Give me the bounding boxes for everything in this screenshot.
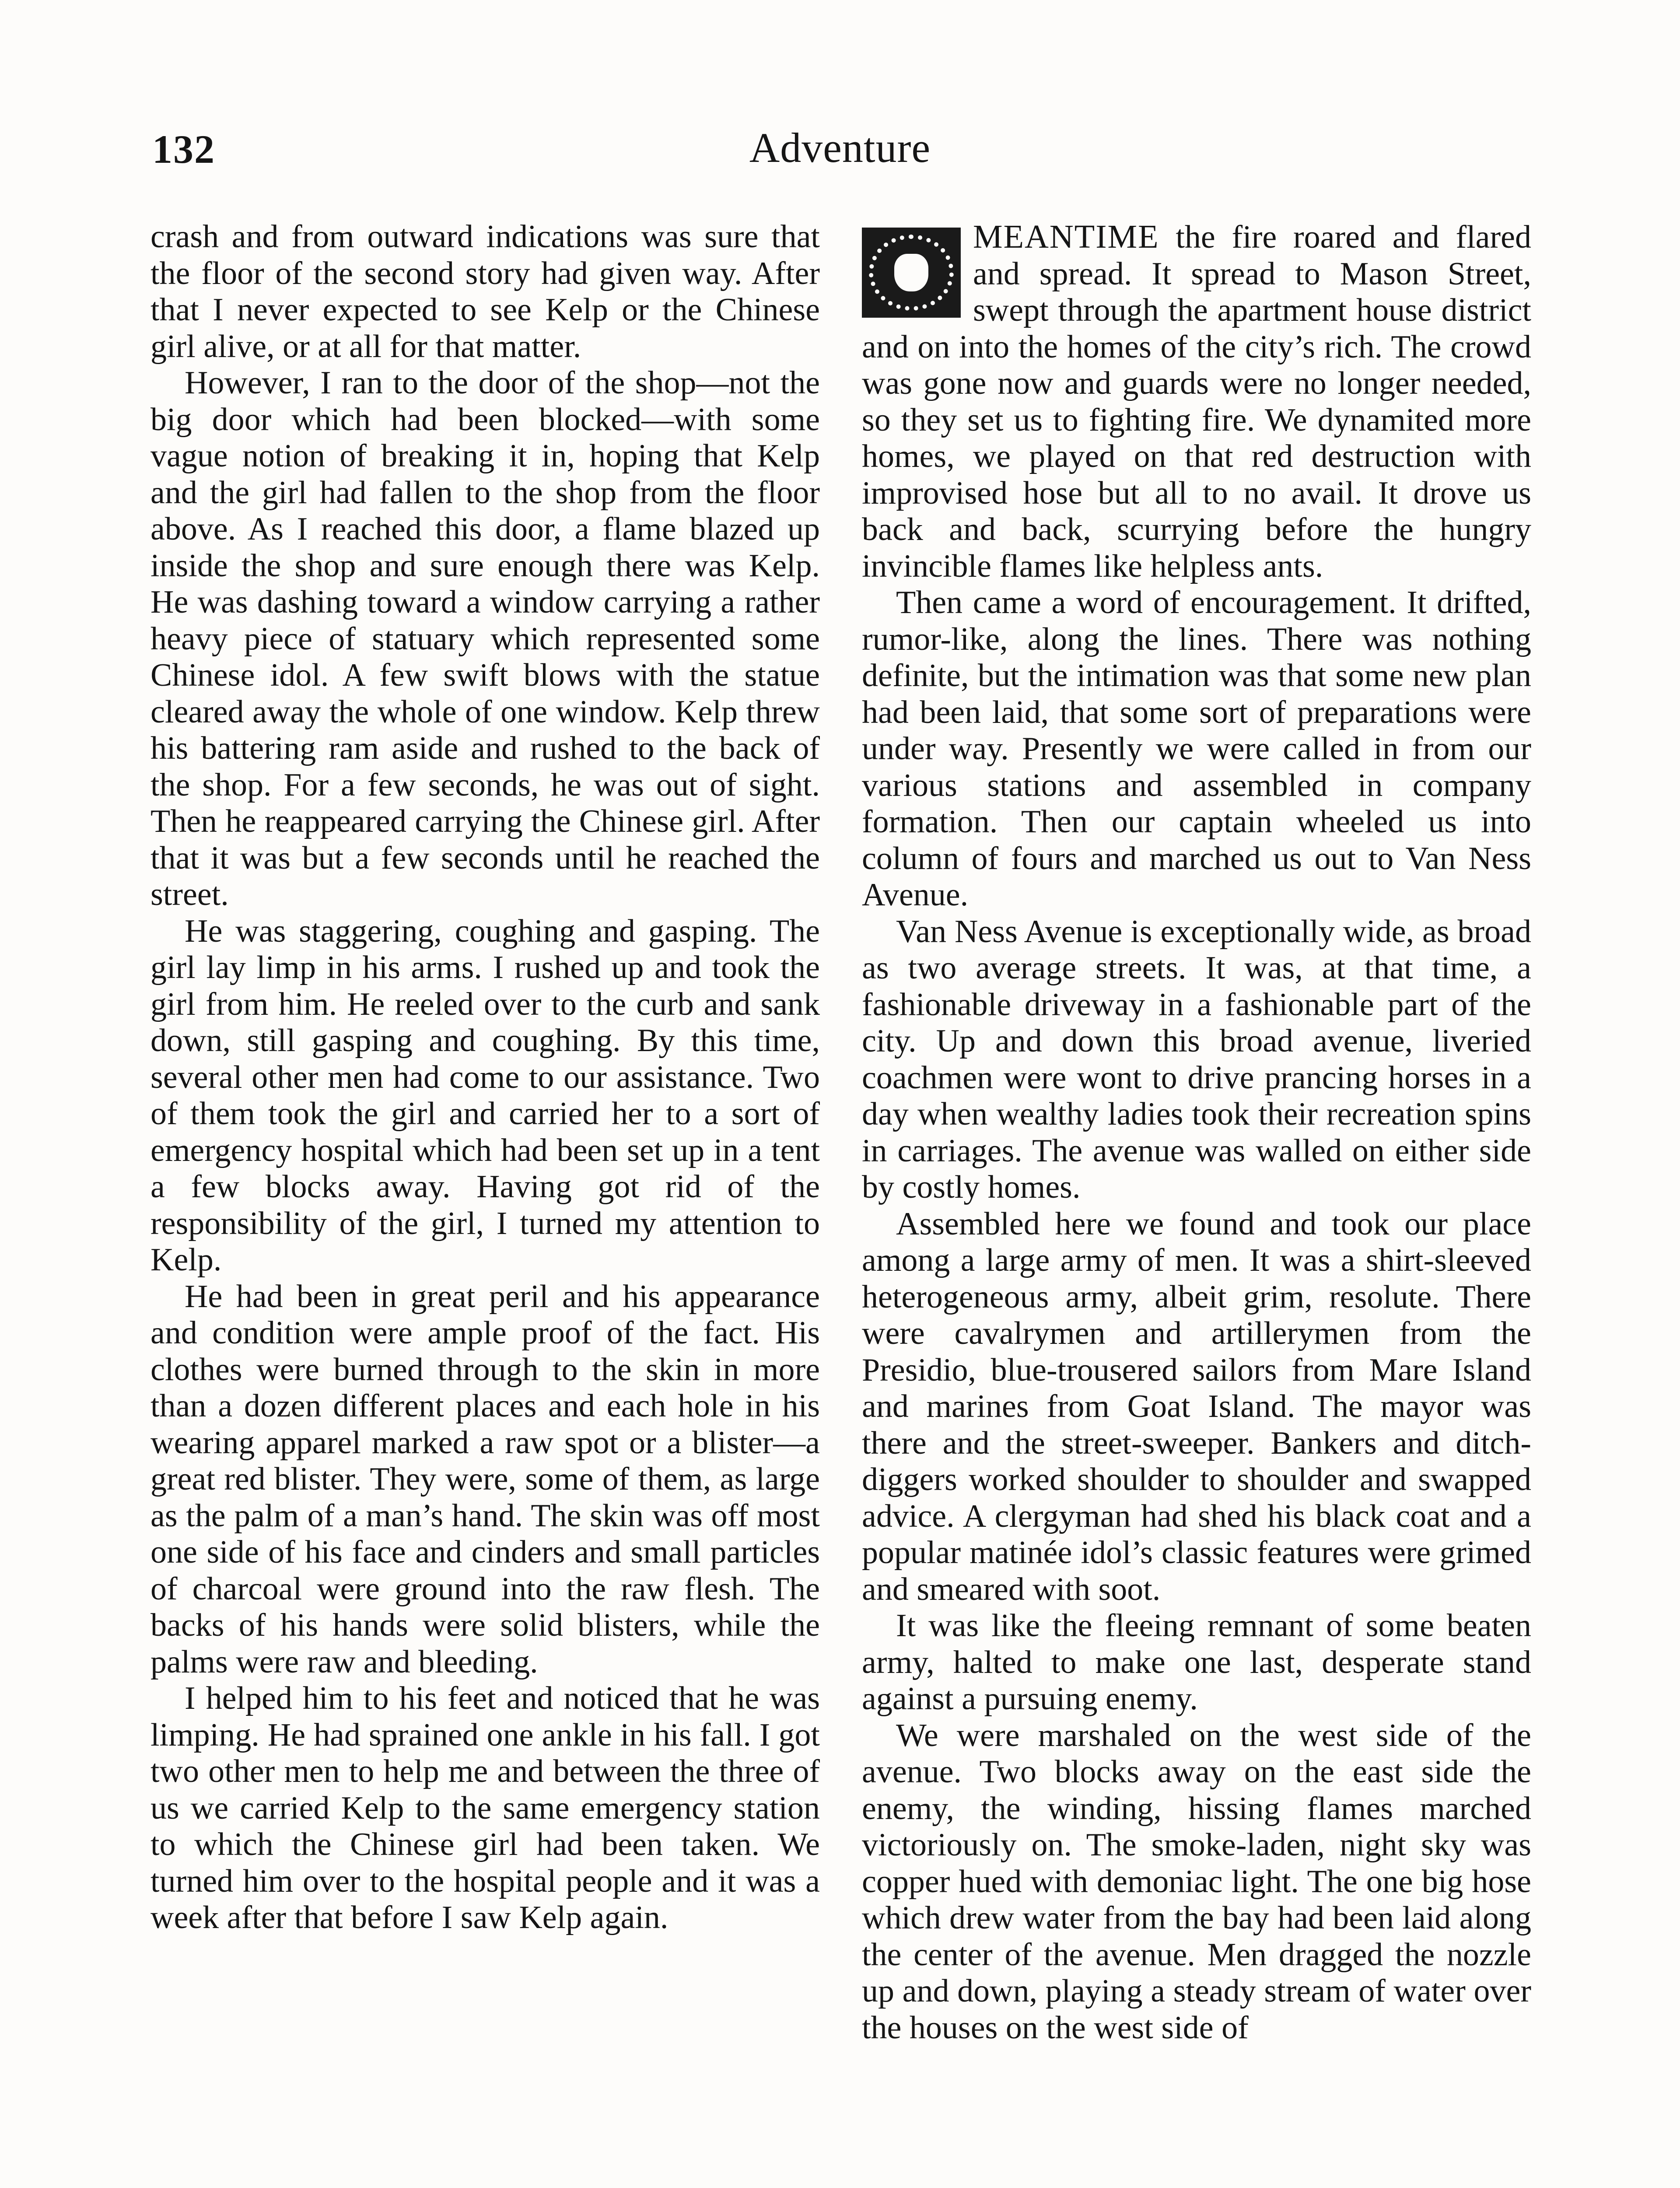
section-opening-text: the fire roared and flared and spread. It spread to Mason Street, swept through the apartment house district and on into the homes of the city’s rich. The crowd was gone now and guards were no longer needed, so they set us to fighting fire. We dynamited more homes, we played on that red destruction with improvised hose but all to no avail. It drove us back and back, scurrying before the hungry invincible flames like helpless ants. (862, 219, 1531, 584)
body-paragraph: However, I ran to the door of the shop—not the big door which had been blocked—with some vague notion of breaking it in, hoping that Kelp and the girl had fallen to the shop from the floor above. As I reached this door, a flame blazed up inside the shop and sure enough there was Kelp. He was dashing toward a window carrying a rather heavy piece of statuary which represented some Chinese idol. A few swift blows with the statue cleared away the whole of one window. Kelp threw his battering ram aside and rushed to the back of the shop. For a few seconds, he was out of sight. Then he reappeared carrying the Chinese girl. After that it was but a few seconds until he reached the street. (150, 365, 820, 912)
section-lead-in: MEANTIME (973, 218, 1159, 255)
body-paragraph: He was staggering, coughing and gasping. The girl lay limp in his arms. I rushed up and took the girl from him. He reeled over to the curb and sank down, still gasping and coughing. By this time, several other men had come to our assistance. Two of them took the girl and carried her to a sort of emergency hospital which had been set up in a tent a few blocks away. Having got rid of the responsibility of the girl, I turned my attention to Kelp. (150, 913, 820, 1278)
body-paragraph: Then came a word of encouragement. It drifted, rumor-like, along the lines. There was nothing definite, but the intimation was that some new plan had been laid, that some sort of preparations were under way. Presently we were called in from our various stations and assembled in company formation. Then our captain wheeled us into column of fours and marched us out to Van Ness Avenue. (862, 585, 1531, 913)
magazine-title: Adventure (749, 124, 931, 171)
body-paragraph: I helped him to his feet and noticed that he was limping. He had sprained one ankle in his fall. I got two other men to help me and between the three of us we carried Kelp to the same emergency station to which the Chinese girl had been taken. We turned him over to the hospital people and it was a week after that before I saw Kelp again. (150, 1680, 820, 1936)
right-column (862, 219, 1531, 2046)
body-paragraph: Van Ness Avenue is exceptionally wide, as broad as two average streets. It was, at that time, a fashionable driveway in a fashionable part of the city. Up and down this broad avenue, liveried coachmen were wont to drive prancing horses in a day when wealthy ladies took their recreation spins in carriages. The avenue was walled on either side by costly homes. (862, 913, 1531, 1205)
body-paragraph: He had been in great peril and his appearance and condition were ample proof of the fact. His clothes were burned through to the skin in more than a dozen different places and each hole in his wearing apparel marked a raw spot or a blister—a great red blister. They were, some of them, as large as the palm of a man’s hand. The skin was off most one side of his face and cinders and small particles of charcoal were ground into the raw flesh. The backs of his hands were solid blisters, while the palms were raw and bleeding. (150, 1278, 820, 1680)
page-number: 132 (152, 127, 215, 172)
body-paragraph: We were marshaled on the west side of the avenue. Two blocks away on the east side the enemy, the winding, hissing flames marched victoriously on. The smoke-laden, night sky was copper hued with demoniac light. The one big hose which drew water from the bay had been laid along the center of the avenue. Men dragged the nozzle up and down, playing a steady stream of water over the houses on the west side of (862, 1717, 1531, 2046)
page-header (149, 122, 1531, 187)
section-opening-paragraph (862, 219, 1531, 585)
ornamental-drop-cap-icon (862, 228, 961, 318)
left-column (150, 219, 820, 1936)
body-paragraph: It was like the fleeing remnant of some beaten army, halted to make one last, desperate stand against a pursuing enemy. (862, 1608, 1531, 1717)
body-paragraph: crash and from outward indications was sure that the floor of the second story had given way. After that I never expected to see Kelp or the Chinese girl alive, or at all for that matter. (150, 219, 820, 365)
body-paragraph: Assembled here we found and took our place among a large army of men. It was a shirt-sleeved heterogeneous army, albeit grim, resolute. There were cavalrymen and artillerymen from the Presidio, blue-trousered sailors from Mare Island and marines from Goat Island. The mayor was there and the street-sweeper. Bankers and ditch-diggers worked shoulder to shoulder and swapped advice. A clergyman had shed his black coat and a popular matinée idol’s classic features were grimed and smeared with soot. (862, 1206, 1531, 1607)
